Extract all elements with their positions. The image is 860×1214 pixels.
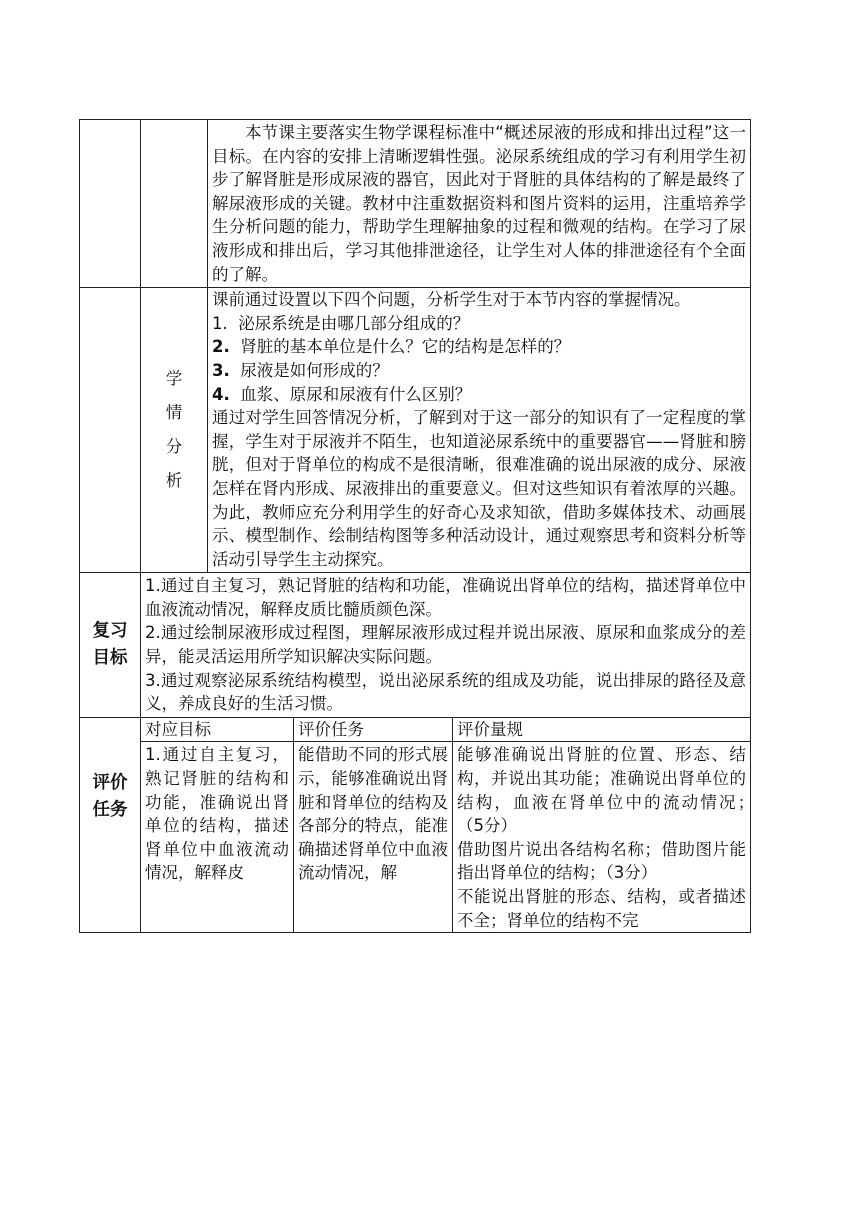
rubric-level-c: 不能说出肾脏的形态、结构，或者描述不全；肾单位的结构不完: [457, 887, 746, 930]
student-intro-text: 课前通过设置以下四个问题，分析学生对于本节内容的掌握情况。: [212, 290, 691, 310]
header-target: 对应目标: [141, 717, 294, 742]
question-number: 2.: [212, 337, 230, 357]
review-goals-label-line1: 复习: [92, 621, 128, 642]
eval-task-text: 能借助不同的形式展示，能够准确说出肾脏和肾单位的结构及各部分的特点，能准确描述肾单位中血液流动情况，解: [298, 745, 448, 883]
evaluation-header-row: [80, 717, 751, 742]
question-3: [212, 359, 746, 383]
question-4: [212, 383, 746, 407]
review-goals-label-line2: 目标: [92, 648, 128, 669]
evaluation-label-cell: [80, 717, 141, 932]
textbook-analysis-text: 本节课主要落实生物学课程标准中“概述尿液的形成和排出过程”这一目标。在内容的安排上清晰逻辑性强。泌尿系统组成的学习有利用学生初步了解肾脏是形成尿液的器官，因此对于肾脏的具体结构的了解是最终了解尿液形成的关键。教材中注重数据资料和图片资料的运用，注重培养学生分析问题的能力，帮助学生理解抽象的过程和微观的结构。在学习了尿液形成和排出后，学习其他排泄途径，让学生对人体的排泄途径有个全面的了解。: [212, 123, 746, 284]
question-text: 泌尿系统是由哪几部分组成的？: [238, 313, 470, 333]
student-analysis-row: [80, 288, 751, 573]
header-rubric: 评价量规: [453, 717, 751, 742]
question-number: 1.: [212, 313, 228, 333]
question-number: 4.: [212, 384, 230, 404]
header-task: 评价任务: [294, 717, 453, 742]
textbook-analysis-cell: [208, 120, 751, 288]
label-char-1: 学: [165, 369, 183, 389]
eval-task-cell: [294, 742, 453, 933]
question-text: 肾脏的基本单位是什么？它的结构是怎样的？: [240, 337, 571, 357]
student-analysis-cell: [208, 288, 751, 573]
question-1: [212, 312, 746, 336]
student-analysis-label: [164, 362, 184, 498]
eval-target-text: 1.通过自主复习，熟记肾脏的结构和功能，准确说出肾单位的结构，描述肾单位中血液流动情况，解释皮: [145, 745, 289, 883]
review-goals-label: [84, 618, 136, 672]
evaluation-label: [84, 770, 136, 824]
question-number: 3.: [212, 360, 230, 380]
question-text: 血浆、原尿和尿液有什么区别？: [240, 384, 472, 404]
label-char-4: 析: [165, 471, 183, 491]
section-label-cell-empty-2: [80, 288, 141, 573]
eval-target-cell: [141, 742, 294, 933]
sub-label-cell-empty: [141, 120, 208, 288]
textbook-analysis-row: [80, 120, 751, 288]
goal-item-1: 1.通过自主复习，熟记肾脏的结构和功能，准确说出肾单位的结构，描述肾单位中血液流动情况，解释皮质比髓质颜色深。: [145, 576, 746, 619]
eval-rubric-cell: [453, 742, 763, 933]
rubric-level-b: 借助图片说出各结构名称；借助图片能指出肾单位的结构；（3分）: [457, 839, 746, 883]
review-goals-row: [80, 573, 751, 718]
question-text: 尿液是如何形成的？: [240, 360, 389, 380]
evaluation-label-line1: 评价: [92, 772, 128, 793]
rubric-level-a: 能够准确说出肾脏的位置、形态、结构，并说出其功能；准确说出肾单位的结构，血液在肾单位中的流动情况； （5分）: [457, 745, 763, 836]
label-char-3: 分: [165, 437, 183, 457]
goal-item-3: 3.通过观察泌尿系统结构模型，说出泌尿系统的组成及功能，说出排尿的路径及意义，养成良好的生活习惯。: [145, 670, 746, 714]
label-char-2: 情: [165, 403, 183, 423]
review-goals-cell: [141, 573, 751, 718]
student-summary-text: 通过对学生回答情况分析，了解到对于这一部分的知识有了一定程度的掌握，学生对于尿液并不陌生，也知道泌尿系统中的重要器官——肾脏和膀胱，但对于肾单位的构成不是很清晰，很难准确的说出尿液的成分、尿液怎样在肾内形成、尿液排出的重要意义。但对这些知识有着浓厚的兴趣。为此，教师应充分利用学生的好奇心及求知欲，借助多媒体技术、动画展示、模型制作、绘制结构图等多种活动设计，通过观察思考和资料分析等活动引导学生主动探究。: [212, 408, 746, 569]
review-goals-label-cell: [80, 573, 141, 718]
question-2: [212, 335, 746, 359]
evaluation-row: [80, 742, 751, 933]
section-label-cell-empty: [80, 120, 141, 288]
evaluation-label-line2: 任务: [92, 799, 128, 820]
student-analysis-label-cell: [141, 288, 208, 573]
goal-item-2: 2.通过绘制尿液形成过程图，理解尿液形成过程并说出尿液、原尿和血浆成分的差异，能灵活运用所学知识解决实际问题。: [145, 623, 746, 667]
lesson-plan-table: [79, 119, 763, 933]
